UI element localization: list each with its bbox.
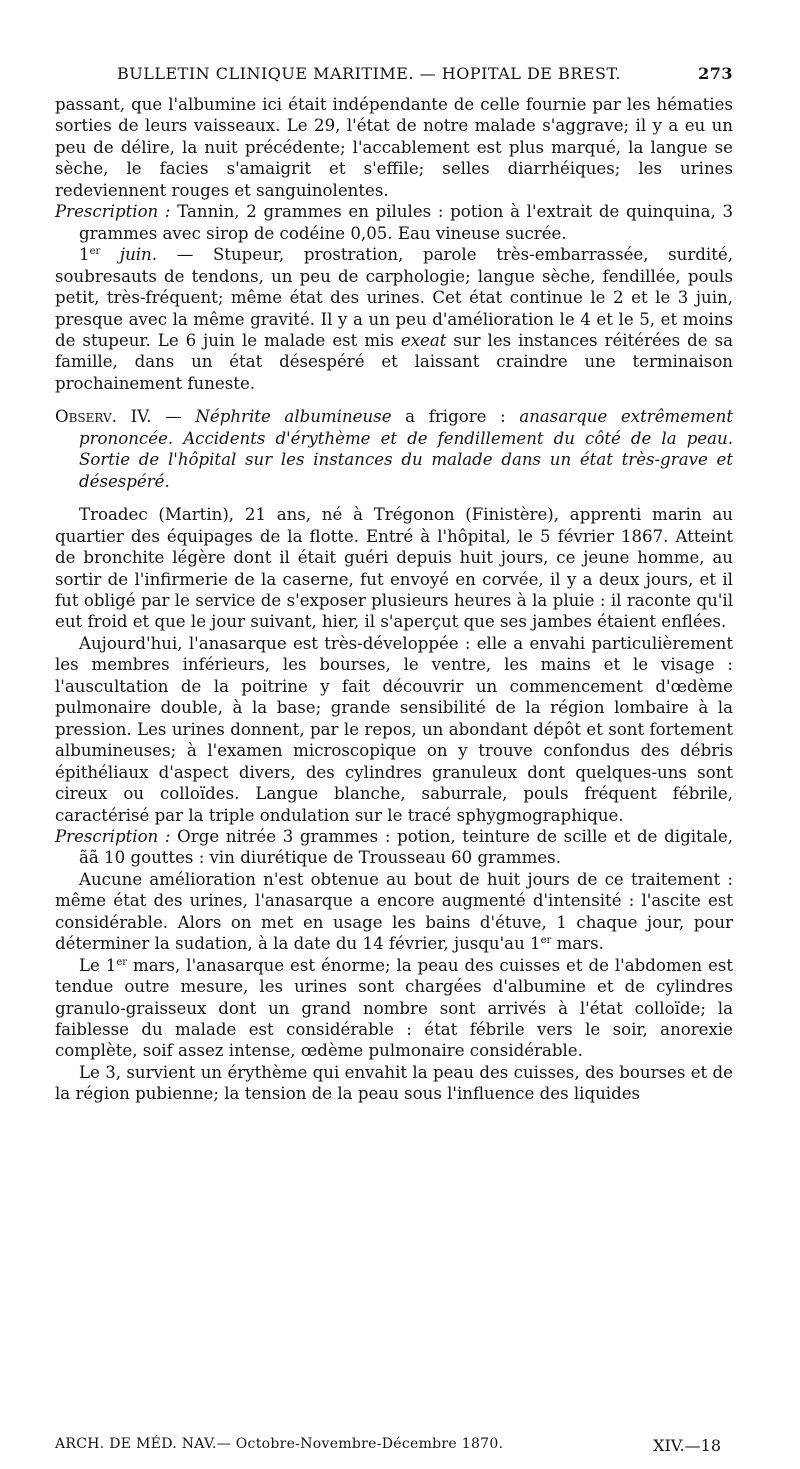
prescription-text: Orge nitrée 3 grammes : potion, teinture de scille et de digitale, ãã 10 gouttes : vin diurétique de Trousseau 60 grammes.: [79, 826, 733, 868]
paragraph-continuation: passant, que l'albumine ici était indépendante de celle fournie par les hématies sorties de leurs vaisseaux. Le 29, l'état de notre malade s'aggrave; il y a eu un peu de délire, la nuit précédente; l'accablement est plus marqué, la langue se sèche, le facies s'amaigrit et s'effile; selles diarrhéiques; les urines redeviennent rouges et sanguinolentes.: [55, 95, 733, 200]
ordinal-suffix: er: [89, 246, 101, 258]
treatment-text-end: mars.: [551, 934, 604, 954]
paragraph-treatment: [55, 869, 733, 955]
prescription-label: Prescription :: [55, 826, 171, 846]
month-label: juin.: [100, 245, 158, 265]
paragraph-prescription-2: [55, 826, 733, 869]
footer-signature: ARCH. DE MÉD. NAV.— Octobre-Novembre-Décembre 1870.: [55, 1436, 504, 1452]
document-page: [55, 60, 733, 1455]
day-number: 1: [79, 245, 90, 265]
treatment-text: Aucune amélioration n'est obtenue au bout de huit jours de ce traitement : même état des urines, l'anasarque a encore augmenté d'intensité : l'ascite est considérable. Alors on met en usage les bains d'étuve, 1 chaque jour, pour déterminer la sudation, à la date du 14 février, jusqu'au 1: [55, 869, 733, 954]
observation-label: Observ. IV.: [55, 407, 152, 427]
running-header: [55, 60, 733, 90]
observation-title-mid: a frigore :: [391, 407, 520, 427]
observation-title-part2: anasarque extrêmement prononcée. Accidents d'érythème et de fendillement du côté de la peau. Sortie de l'hôpital sur les instances du malade dans un état très-grave et désespéré.: [79, 407, 733, 491]
observation-heading: [55, 406, 733, 492]
exeat-term: exeat: [400, 330, 447, 350]
ordinal-suffix: er: [116, 956, 128, 968]
page-number: 273: [698, 64, 733, 83]
body-text: [55, 94, 733, 1105]
paragraph-examination: Aujourd'hui, l'anasarque est très-développée : elle a envahi particulièrement les membres inférieurs, les bourses, le ventre, les mains et le visage : l'auscultation de la poitrine y fait découvrir un commencement d'œdème pulmonaire double, à la base; grande sensibilité de la région lombaire à la pression. Les urines donnent, par le repos, un abondant dépôt et sont fortement albumineuses; à l'examen microscopique on y trouve confondus des débris épithéliaux d'aspect divers, des cylindres granuleux dont quelques-uns sont cireux ou colloïdes. Langue blanche, saburrale, pouls fréquent fébrile, caractérisé par la triple ondulation sur le tracé sphygmographique.: [55, 633, 733, 825]
march-text: mars, l'anasarque est énorme; la peau des cuisses et de l'abdomen est tendue outre mesure, les urines sont chargées d'albumine et de cylindres granulo-graisseux dont un grand nombre sont arrivés à l'état colloïde; la faiblesse du malade est considérable : état fébrile vers le soir, anorexie complète, soif assez intense, œdème pulmonaire considérable.: [55, 955, 733, 1061]
june-text: — Stupeur, prostration, parole très-embarrassée, surdité, soubresauts de tendons, un peu de carphologie; langue sèche, fendillée, pouls petit, très-fréquent; même état des urines. Cet état continue le 2 et le 3 juin, presque avec la même gravité. Il y a un peu d'amélioration le 4 et le 5, et moins de stupeur. Le 6 juin le malade est mis: [55, 245, 733, 350]
observation-dash: —: [151, 407, 196, 427]
footer-volume-signature: XIV.—18: [653, 1436, 721, 1455]
june-text-end: sur les instances réitérées de sa famille, dans un état désespéré et laissant craindre une terminaison prochainement funeste.: [55, 330, 733, 393]
paragraph-prescription-1: [55, 201, 733, 244]
observation-title-part1: Néphrite albumineuse: [195, 407, 392, 427]
prescription-label: Prescription :: [55, 202, 171, 222]
paragraph-march-1: [55, 955, 733, 1062]
prescription-text: Tannin, 2 grammes en pilules : potion à l'extrait de quinquina, 3 grammes avec sirop de codéine 0,05. Eau vineuse sucrée.: [79, 202, 733, 243]
running-title: BULLETIN CLINIQUE MARITIME. — HOPITAL DE BREST.: [117, 64, 621, 83]
ordinal-suffix: er: [540, 935, 552, 947]
paragraph-patient-history: Troadec (Martin), 21 ans, né à Trégonon (Finistère), apprenti marin au quartier des équipages de la flotte. Entré à l'hôpital, le 5 février 1867. Atteint de bronchite légère dont il était guéri depuis huit jours, ce jeune homme, au sortir de l'infirmerie de la caserne, fut envoyé en corvée, il y a deux jours, et il fut obligé par le service de s'exposer plusieurs heures à la pluie : il raconte qu'il eut froid et que le jour suivant, hier, il s'aperçut que ses jambes étaient enflées.: [55, 505, 733, 632]
paragraph-june-1: [55, 244, 733, 394]
march-text-start: Le 1: [79, 955, 117, 975]
paragraph-march-3: Le 3, survient un érythème qui envahit la peau des cuisses, des bourses et de la région pubienne; la tension de la peau sous l'influence des liquides: [55, 1062, 733, 1104]
